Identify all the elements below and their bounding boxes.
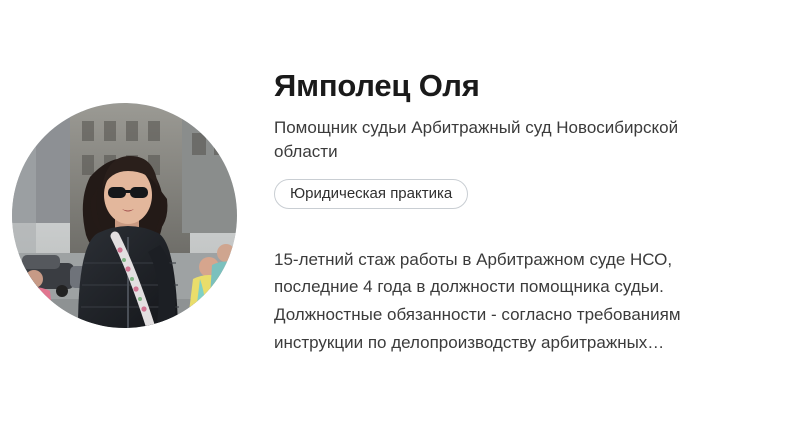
profile-about: 15-летний стаж работы в Арбитражном суде НСО, последние 4 года в должности помощника судьи. Должностные обязанности - согласно требованиям инструкции по делопроизводству арбитражных…: [274, 249, 681, 352]
profile-name: Ямполец Оля: [274, 68, 480, 103]
practice-tag[interactable]: Юридическая практика: [274, 179, 468, 209]
profile-info: [237, 8, 800, 356]
avatar-image[interactable]: [12, 103, 237, 328]
profile-position: Помощник судьи Арбитражный суд Новосибирской области: [274, 117, 679, 162]
avatar[interactable]: [12, 103, 237, 328]
